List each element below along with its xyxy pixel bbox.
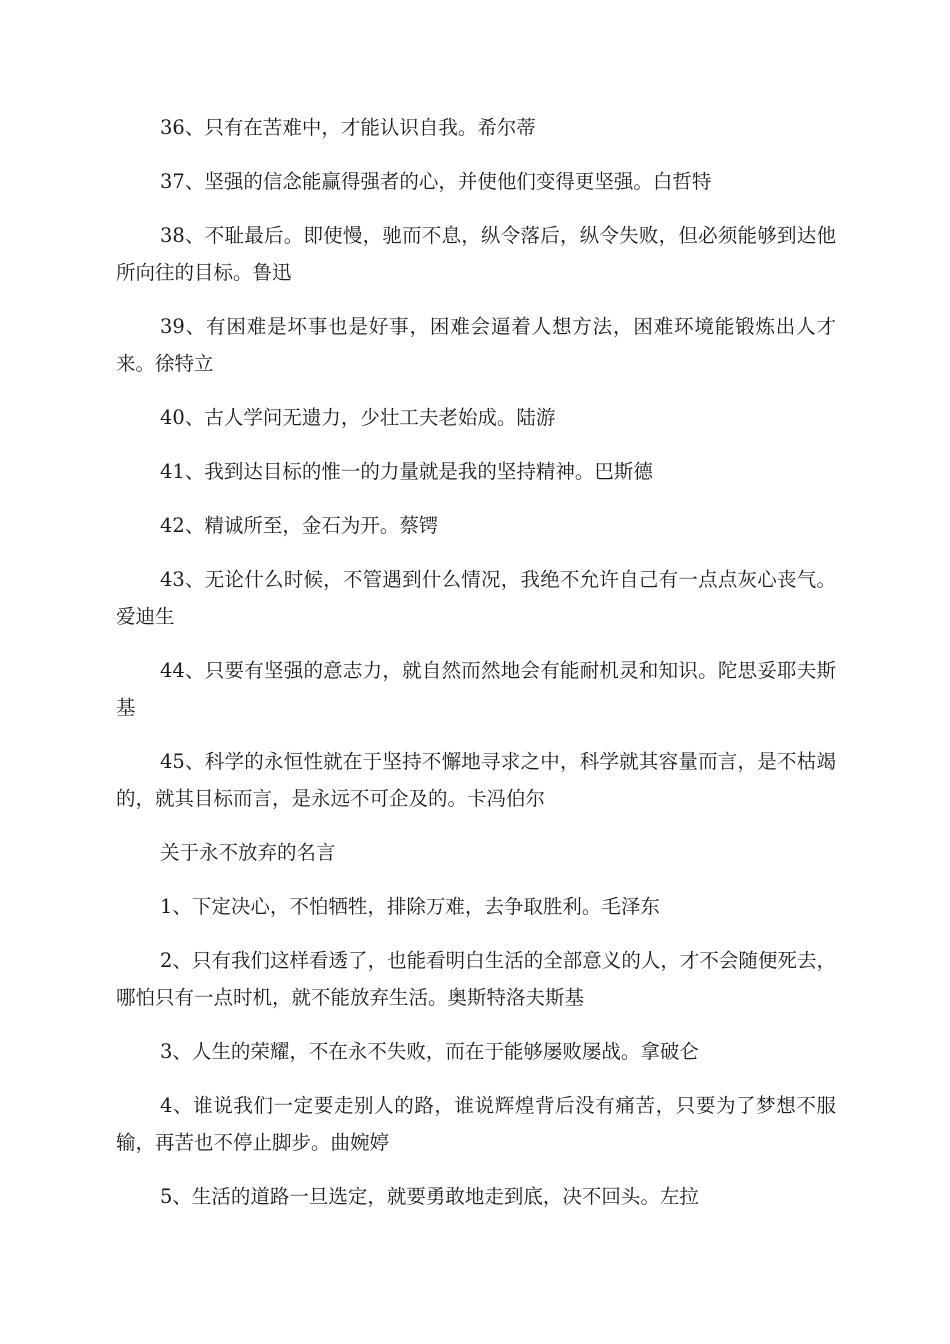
quote-item-5: 5、生活的道路一旦选定，就要勇敢地走到底，决不回头。左拉 bbox=[160, 1185, 699, 1208]
document-content bbox=[116, 109, 836, 1232]
quote-item-3: 3、人生的荣耀，不在永不失败，而在于能够屡败屡战。拿破仑 bbox=[160, 1040, 699, 1063]
quote-item-2: 2、只有我们这样看透了，也能看明白生活的全部意义的人，才不会随便死去，哪怕只有一点时机，就不能放弃生活。奥斯特洛夫斯基 bbox=[116, 949, 836, 1009]
quote-item-41: 41、我到达目标的惟一的力量就是我的坚持精神。巴斯德 bbox=[160, 460, 653, 483]
quote-item-39: 39、有困难是坏事也是好事，困难会逼着人想方法，困难环境能锻炼出人才来。徐特立 bbox=[116, 315, 836, 375]
quote-item-43: 43、无论什么时候，不管遇到什么情况，我绝不允许自己有一点点灰心丧气。爱迪生 bbox=[116, 568, 836, 628]
quote-item-44: 44、只要有坚强的意志力，就自然而然地会有能耐机灵和知识。陀思妥耶夫斯基 bbox=[116, 659, 836, 719]
quote-item-4: 4、谁说我们一定要走别人的路，谁说辉煌背后没有痛苦，只要为了梦想不服输，再苦也不停止脚步。曲婉婷 bbox=[116, 1094, 836, 1154]
quote-item-40: 40、古人学问无遗力，少壮工夫老始成。陆游 bbox=[160, 406, 556, 429]
quote-item-1: 1、下定决心，不怕牺牲，排除万难，去争取胜利。毛泽东 bbox=[160, 895, 660, 918]
section-heading: 关于永不放弃的名言 bbox=[160, 841, 336, 864]
quote-item-45: 45、科学的永恒性就在于坚持不懈地寻求之中，科学就其容量而言，是不枯竭的，就其目标而言，是永远不可企及的。卡冯伯尔 bbox=[116, 750, 836, 810]
quote-item-38: 38、不耻最后。即使慢，驰而不息，纵令落后，纵令失败，但必须能够到达他所向往的目标。鲁迅 bbox=[116, 224, 836, 284]
quote-item-42: 42、精诚所至，金石为开。蔡锷 bbox=[160, 514, 439, 537]
quote-item-36: 36、只有在苦难中，才能认识自我。希尔蒂 bbox=[160, 116, 536, 139]
quote-item-37: 37、坚强的信念能赢得强者的心，并使他们变得更坚强。白哲特 bbox=[160, 170, 712, 193]
